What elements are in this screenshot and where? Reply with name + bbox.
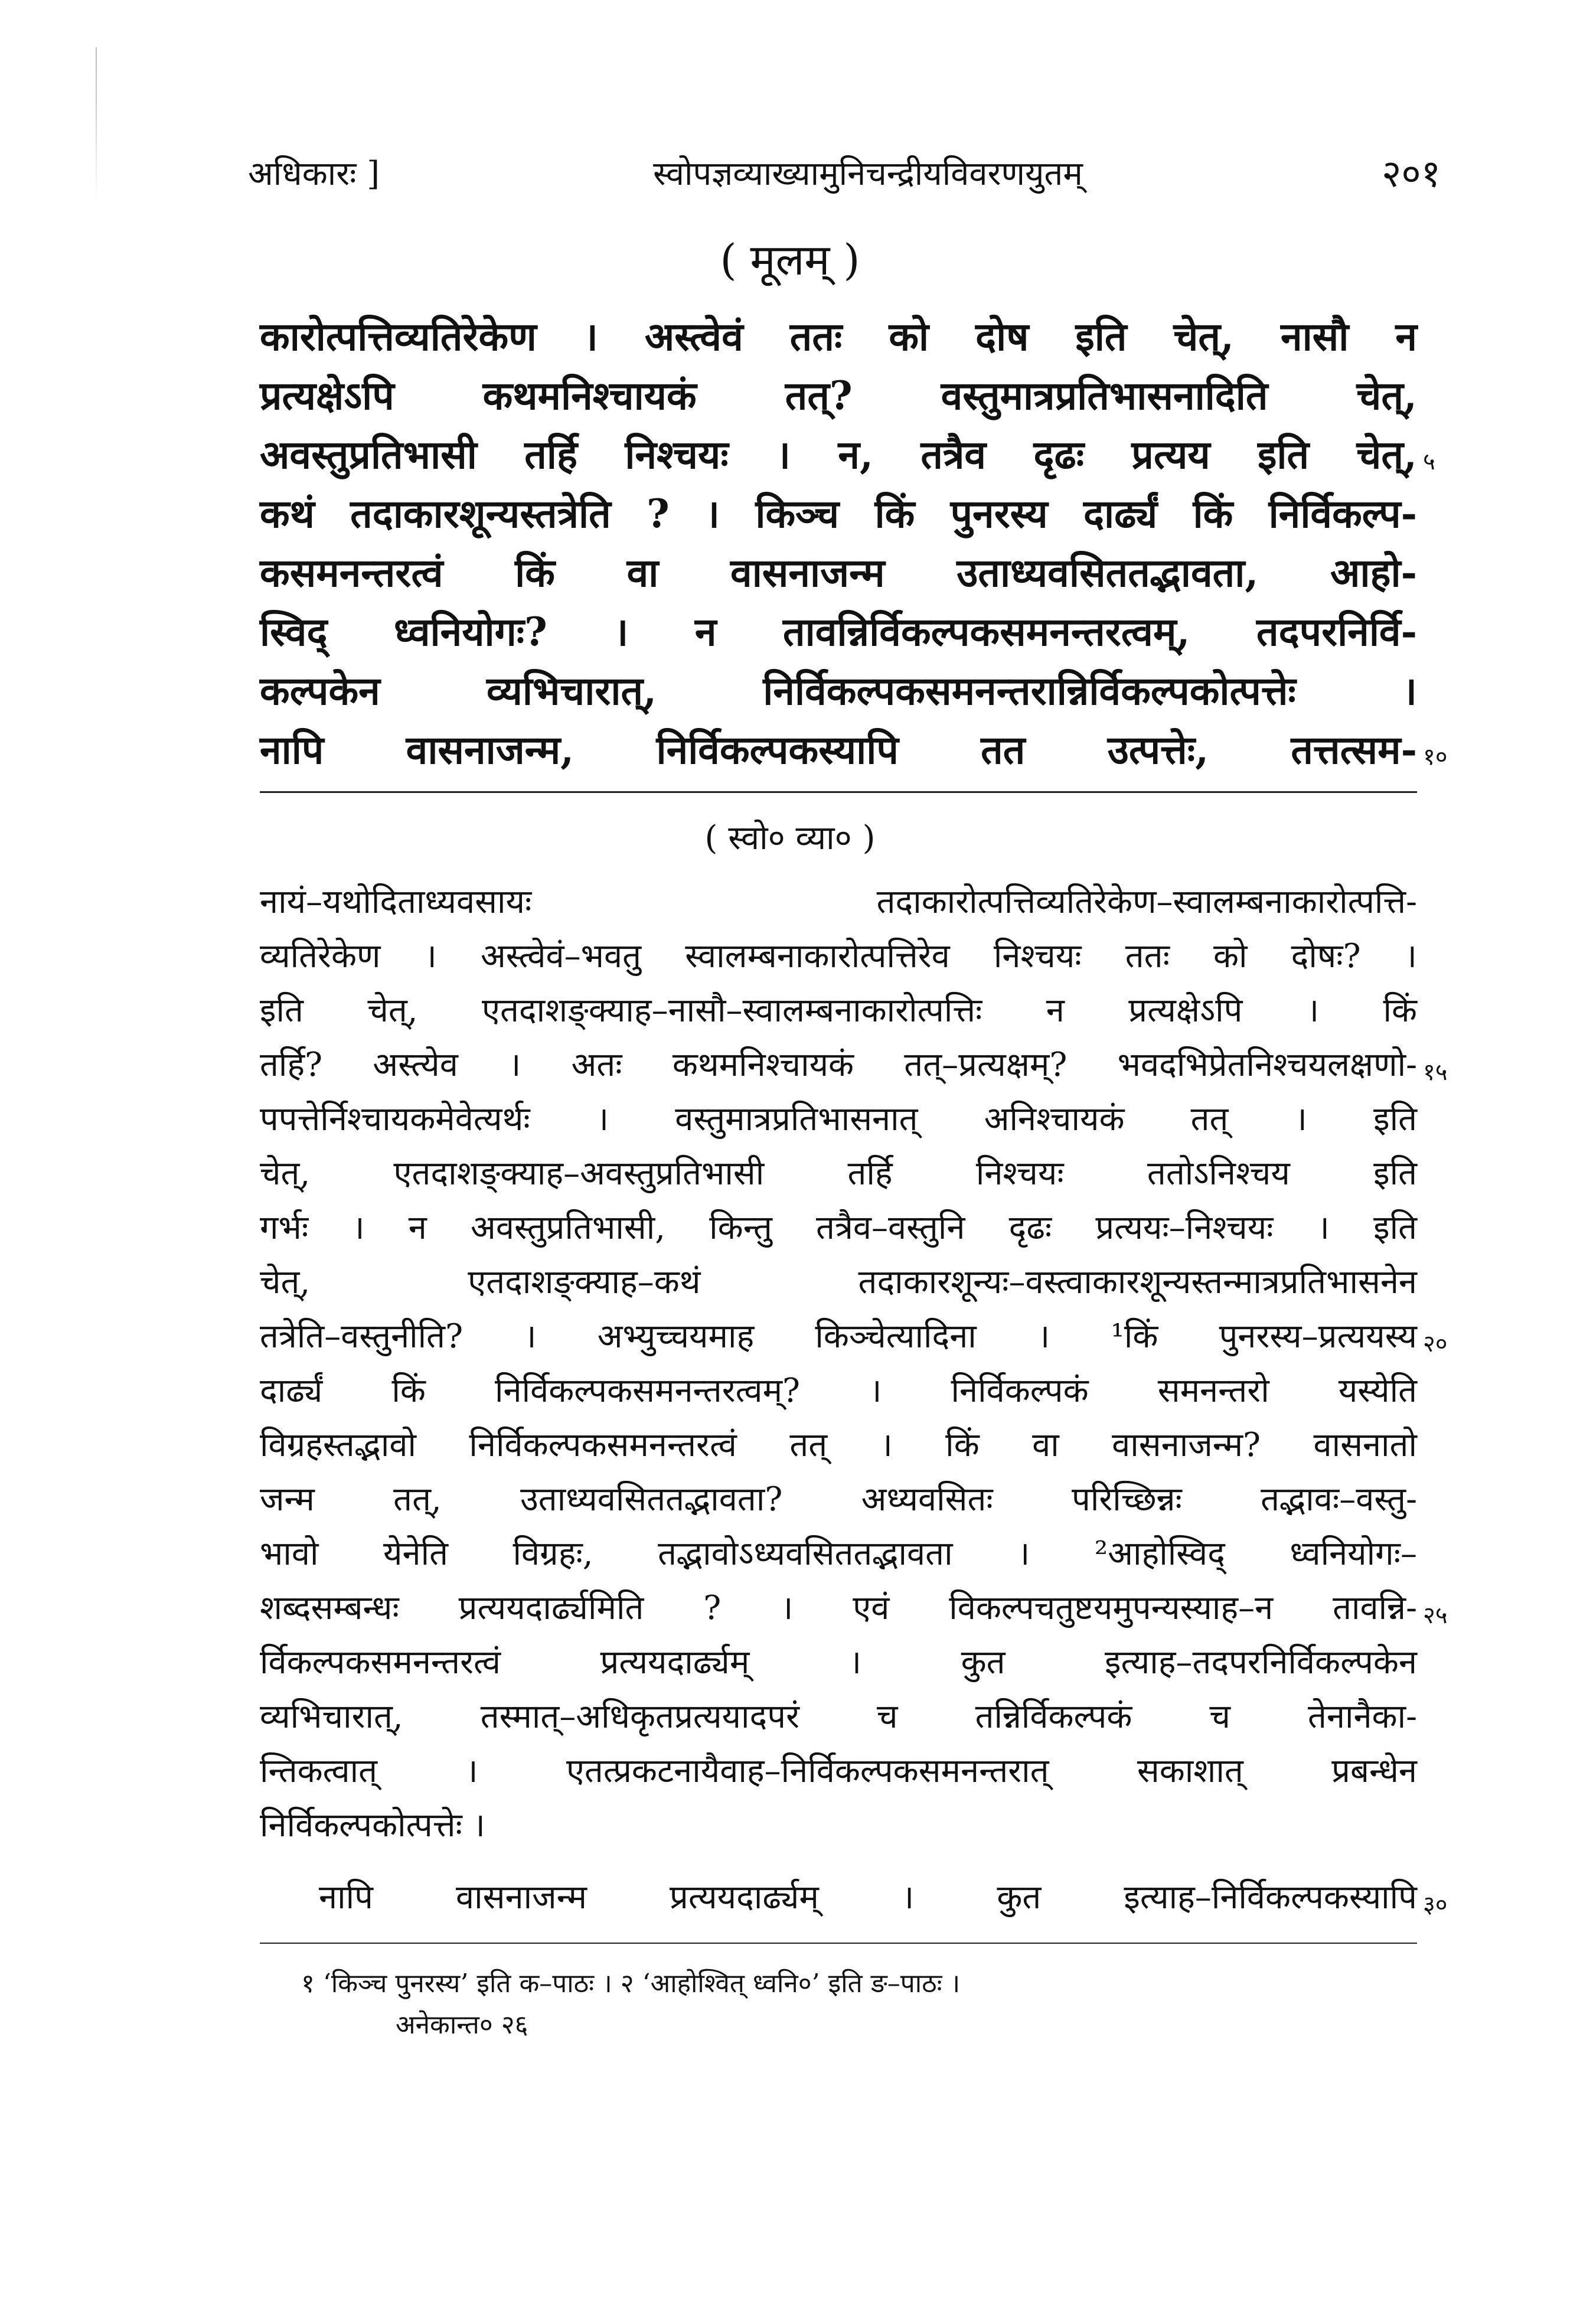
book-title: स्वोपज्ञव्याख्यामुनिचन्द्रीयविवरणयुतम् (653, 155, 1083, 193)
commentary-line: दार्ढ्यं किं निर्विकल्पकसमनन्तरत्वम्? । निर्विकल्पकं समनन्तरो यस्येति (260, 1372, 1417, 1410)
commentary-line: निर्विकल्पकोत्पत्तेः । (260, 1806, 485, 1845)
commentary-line: तर्हि? अस्त्येव । अतः कथमनिश्चायकं तत्–प्रत्यक्षम्? भवदभिप्रेतनिश्चयलक्षणो- (260, 1046, 1417, 1084)
commentary-heading: ( स्वो० व्या० ) (704, 819, 876, 857)
page-number: २०१ (1382, 152, 1441, 196)
line-number: १५ (1423, 1059, 1448, 1086)
footnote-readings: १ ‘किञ्च पुनरस्य’ इति क–पाठः । २ ‘आहोश्वित् ध्वनि०’ इति ङ–पाठः । (301, 1969, 961, 1999)
line-number: १० (1423, 743, 1448, 771)
commentary-line: नापि वासनाजन्म प्रत्ययदार्ढ्यम् । कुत इत्याह–निर्विकल्पकस्यापि (319, 1878, 1417, 1917)
commentary-line: विग्रहस्तद्भावो निर्विकल्पकसमनन्तरत्वं तत् । किं वा वासनाजन्म? वासनातो (260, 1426, 1417, 1464)
commentary-line: इति चेत्, एतदाशङ्क्याह–नासौ–स्वालम्बनाकारोत्पत्तिः न प्रत्यक्षेऽपि । किं (260, 991, 1417, 1030)
commentary-line: नायं–यथोदिताध्यवसायः तदाकारोत्पत्तिव्यतिरेकेण–स्वालम्बनाकारोत्पत्ति- (260, 883, 1417, 921)
footnote-divider (260, 1943, 1417, 1944)
mula-line: कसमनन्तरत्वं किं वा वासनाजन्म उताध्यवसिततद्भावता, आहो- (260, 550, 1417, 596)
mula-line: प्रत्यक्षेऽपि कथमनिश्चायकं तत्? वस्तुमात्रप्रतिभासनादिति चेत्, (260, 373, 1417, 419)
commentary-line: व्यभिचारात्, तस्मात्–अधिकृतप्रत्ययादपरं च तन्निर्विकल्पकं च तेनानैका- (260, 1698, 1417, 1736)
chapter-label: अधिकारः ] (248, 155, 380, 193)
mula-heading: ( मूलम् ) (720, 235, 860, 285)
line-number: ५ (1423, 448, 1435, 475)
commentary-line: न्तिकत्वात् । एतत्प्रकटनायैवाह–निर्विकल्पकसमनन्तरात् सकाशात् प्रबन्धेन (260, 1752, 1417, 1790)
scan-edge-mark (96, 47, 97, 201)
line-number: २५ (1423, 1602, 1448, 1629)
mula-line: कथं तदाकारशून्यस्तत्रेति ? । किञ्च किं पुनरस्य दार्ढ्यं किं निर्विकल्प- (260, 491, 1417, 537)
commentary-line: व्यतिरेकेण । अस्त्वेवं–भवतु स्वालम्बनाकारोत्पत्तिरेव निश्चयः ततः को दोषः? । (260, 937, 1417, 975)
mula-line: कारोत्पत्तिव्यतिरेकेण । अस्त्वेवं ततः को दोष इति चेत्, नासौ न (260, 314, 1417, 360)
mula-line: अवस्तुप्रतिभासी तर्हि निश्चयः । न, तत्रैव दृढः प्रत्यय इति चेत्, (260, 432, 1417, 478)
mula-line: स्विद् ध्वनियोगः? । न तावन्निर्विकल्पकसमनन्तरत्वम्, तदपरनिर्वि- (260, 609, 1417, 655)
commentary-line: जन्म तत्, उताध्यवसिततद्भावता? अध्यवसितः परिच्छिन्नः तद्भावः–वस्तु- (260, 1480, 1417, 1519)
mula-line: कल्पकेन व्यभिचारात्, निर्विकल्पकसमनन्तरान्निर्विकल्पकोत्पत्तेः । (260, 668, 1417, 714)
mula-line: नापि वासनाजन्म, निर्विकल्पकस्यापि तत उत्पत्तेः, तत्तत्सम- (260, 727, 1417, 773)
commentary-line: भावो येनेति विग्रहः, तद्भावोऽध्यवसिततद्भावता । ²आहोस्विद् ध्वनियोगः– (260, 1535, 1417, 1573)
line-number: २० (1423, 1330, 1448, 1357)
commentary-line: तत्रेति–वस्तुनीति? । अभ्युच्चयमाह किञ्चेत्यादिना । ¹किं पुनरस्य–प्रत्ययस्य (260, 1317, 1417, 1356)
commentary-line: र्विकल्पकसमनन्तरत्वं प्रत्ययदार्ढ्यम् । कुत इत्याह–तदपरनिर्विकल्पकेन (260, 1643, 1417, 1682)
line-number: ३० (1423, 1891, 1448, 1918)
section-divider (260, 791, 1417, 793)
commentary-line: चेत्, एतदाशङ्क्याह–कथं तदाकारशून्यः–वस्त्वाकारशून्यस्तन्मात्रप्रतिभासनेन (260, 1263, 1417, 1301)
commentary-line: चेत्, एतदाशङ्क्याह–अवस्तुप्रतिभासी तर्हि निश्चयः ततोऽनिश्चय इति (260, 1154, 1417, 1193)
commentary-line: पपत्तेर्निश्चायकमेवेत्यर्थः । वस्तुमात्रप्रतिभासनात् अनिश्चायकं तत् । इति (260, 1100, 1417, 1138)
signature-mark: अनेकान्त० २६ (396, 2010, 528, 2040)
running-header (248, 148, 1441, 201)
commentary-line: शब्दसम्बन्धः प्रत्ययदार्ढ्यमिति ? । एवं विकल्पचतुष्टयमुपन्यस्याह–न तावन्नि- (260, 1589, 1417, 1627)
commentary-line: गर्भः । न अवस्तुप्रतिभासी, किन्तु तत्रैव–वस्तुनि दृढः प्रत्ययः–निश्चयः । इति (260, 1209, 1417, 1247)
